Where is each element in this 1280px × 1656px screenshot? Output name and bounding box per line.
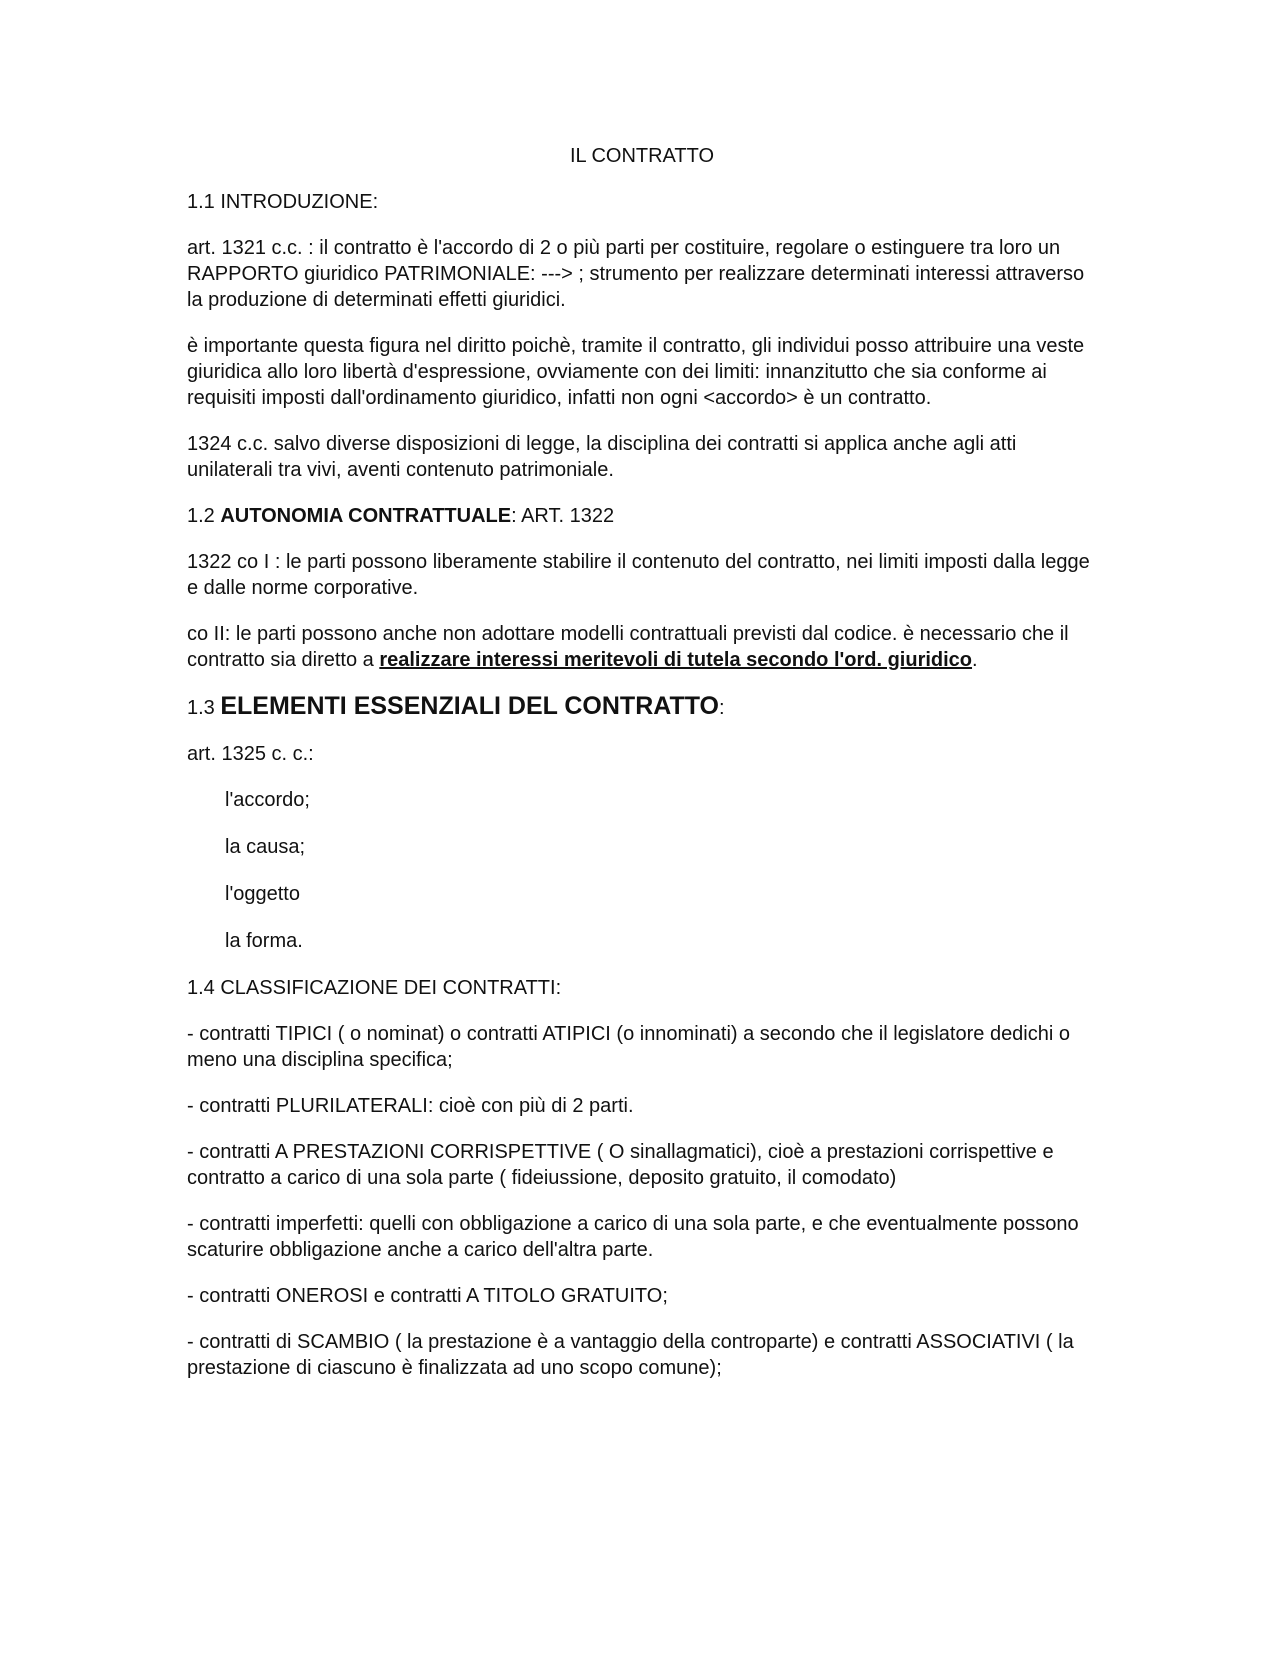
section-2-paragraph-1: 1322 co I : le parti possono liberamente stabilire il contenuto del contratto, nei limiti imposti dalla legge e dalle norme corporative.: [187, 551, 1090, 599]
section-1-paragraph-1: art. 1321 c.c. : il contratto è l'accordo di 2 o più parti per costituire, regolare o estinguere tra loro un RAPPORTO giuridico PATRIMONIALE: ---> ; strumento per realizzare determinati interessi attraverso la produzione di determinati effetti giuridici.: [187, 237, 1085, 311]
section-3-title: ELEMENTI ESSENZIALI DEL CONTRATTO: [220, 692, 719, 720]
element-item: la causa;: [225, 836, 306, 858]
section-2-title: AUTONOMIA CONTRATTUALE: [220, 505, 512, 527]
classification-item: - contratti imperfetti: quelli con obbligazione a carico di una sola parte, e che eventualmente possono scaturire obbligazione anche a carico dell'altra parte.: [187, 1213, 1079, 1261]
section-3-number: 1.3: [187, 697, 221, 719]
document-title: IL CONTRATTO: [569, 145, 715, 167]
section-3-intro: art. 1325 c. c.:: [187, 743, 314, 765]
document-body: [187, 143, 1097, 1401]
section-3-suffix: :: [719, 697, 725, 719]
element-item: l'oggetto: [225, 883, 300, 905]
section-2-heading: [187, 503, 1097, 529]
element-item: la forma.: [225, 930, 303, 952]
section-2-paragraph-2: [187, 621, 1097, 673]
section-3-heading: [187, 693, 1097, 721]
section-2-paragraph-2-end: .: [972, 649, 978, 671]
section-2-suffix: : ART. 1322: [511, 505, 615, 527]
classification-item: - contratti ONEROSI e contratti A TITOLO GRATUITO;: [187, 1285, 668, 1307]
element-item: l'accordo;: [225, 789, 310, 811]
classification-item: - contratti A PRESTAZIONI CORRISPETTIVE ( O sinallagmatici), cioè a prestazioni corrispettive e contratto a carico di una sola parte ( fideiussione, deposito gratuito, il comodato): [187, 1141, 1054, 1189]
section-1-paragraph-3: 1324 c.c. salvo diverse disposizioni di legge, la disciplina dei contratti si applica anche agli atti unilaterali tra vivi, aventi contenuto patrimoniale.: [187, 433, 1017, 481]
section-4-heading: 1.4 CLASSIFICAZIONE DEI CONTRATTI:: [187, 977, 562, 999]
section-1-paragraph-2: è importante questa figura nel diritto poichè, tramite il contratto, gli individui posso attribuire una veste giuridica allo loro libertà d'espressione, ovviamente con dei limiti: innanzitutto che sia conforme ai requisiti imposti dall'ordinamento giuridico, infatti non ogni <accordo> è un contratto.: [187, 335, 1085, 409]
classification-item: - contratti di SCAMBIO ( la prestazione è a vantaggio della controparte) e contratti ASSOCIATIVI ( la prestazione di ciascuno è finalizzata ad uno scopo comune);: [187, 1331, 1074, 1379]
section-2-number: 1.2: [187, 505, 221, 527]
section-2-paragraph-2-start: co II: le parti possono anche non adottare modelli contrattuali previsti dal codice. è necessario che il contratto sia diretto a: [187, 623, 1069, 671]
section-1-heading: 1.1 INTRODUZIONE:: [187, 191, 379, 213]
classification-item: - contratti PLURILATERALI: cioè con più di 2 parti.: [187, 1095, 634, 1117]
classification-item: - contratti TIPICI ( o nominat) o contratti ATIPICI (o innominati) a secondo che il legislatore dedichi o meno una disciplina specifica;: [187, 1023, 1070, 1071]
section-2-emphasis: realizzare interessi meritevoli di tutela secondo l'ord. giuridico: [379, 649, 973, 671]
